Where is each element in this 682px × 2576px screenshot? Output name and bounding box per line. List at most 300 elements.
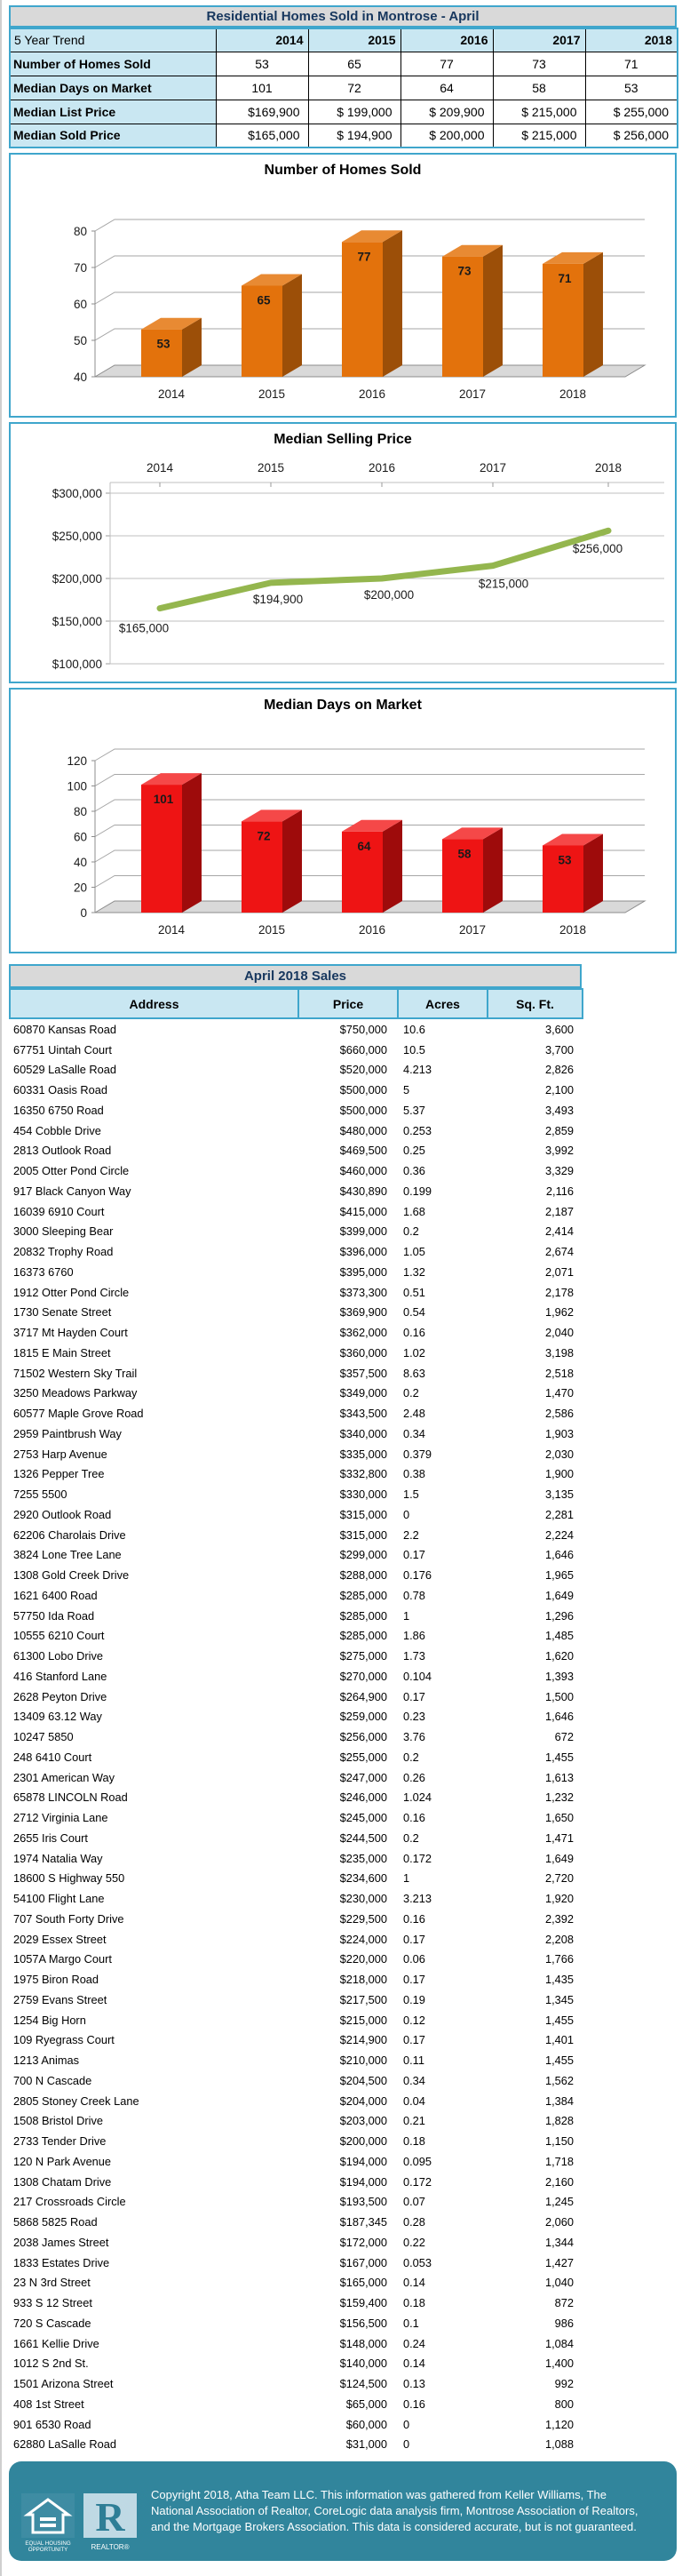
sales-cell-sqft: 1,471 [544, 1830, 574, 1845]
sales-cell-price: $214,900 [339, 2033, 387, 2047]
svg-text:80: 80 [73, 805, 87, 818]
svg-text:$200,000: $200,000 [363, 588, 415, 602]
sales-cell-sqft: 1,903 [544, 1426, 574, 1440]
table-row [10, 1141, 583, 1161]
sales-cell-addr: 2655 Iris Court [13, 1830, 88, 1845]
table-row [10, 1888, 583, 1909]
sales-cell-acres: 0.78 [403, 1588, 425, 1602]
realtor-logo [83, 2493, 137, 2552]
sales-cell-price: $369,900 [339, 1305, 387, 1320]
sales-cell-acres: 0.16 [403, 1911, 425, 1926]
sales-cell-acres: 0 [403, 2437, 410, 2452]
sales-cell-acres: 0.22 [403, 2235, 425, 2249]
trend-value-cell: 71 [585, 52, 678, 76]
sales-cell-addr: 1974 Natalia Way [13, 1851, 103, 1865]
homes-sold-chart-panel [9, 153, 677, 418]
sales-cell-addr: 2301 American Way [13, 1770, 115, 1784]
sales-cell-acres: 0.25 [403, 1144, 425, 1158]
sales-cell-price: $330,000 [339, 1487, 387, 1502]
svg-text:60: 60 [73, 830, 87, 844]
sales-cell-sqft: 1,400 [544, 2357, 574, 2371]
sales-cell-addr: 16350 6750 Road [13, 1103, 104, 1117]
sales-cell-acres: 0.379 [403, 1447, 432, 1461]
svg-text:OPPORTUNITY: OPPORTUNITY [28, 2547, 68, 2553]
sales-cell-acres: 1.02 [403, 1345, 425, 1360]
sales-section [9, 964, 675, 2454]
sales-cell-acres: 0.24 [403, 2336, 425, 2350]
sales-cell-addr: 1326 Pepper Tree [13, 1467, 105, 1481]
sales-cell-price: $395,000 [339, 1264, 387, 1279]
sales-cell-sqft: 2,518 [544, 1366, 574, 1380]
sales-cell-price: $172,000 [339, 2235, 387, 2249]
svg-text:72: 72 [257, 829, 271, 843]
table-row [10, 2414, 583, 2435]
sales-table [9, 988, 583, 2454]
sales-cell-addr: 18600 S Highway 550 [13, 1871, 125, 1886]
sales-cell-sqft: 2,071 [544, 1264, 574, 1279]
svg-text:$300,000: $300,000 [52, 487, 102, 500]
sales-cell-acres: 0.12 [403, 2013, 425, 2027]
sales-cell-addr: 917 Black Canyon Way [13, 1184, 131, 1198]
sales-cell-price: $245,000 [339, 1811, 387, 1825]
sales-cell-price: $343,500 [339, 1407, 387, 1421]
svg-text:2017: 2017 [458, 923, 487, 937]
table-row [10, 1181, 583, 1201]
sales-cell-sqft: 1,455 [544, 1750, 574, 1764]
sales-cell-acres: 0.11 [403, 2054, 424, 2068]
svg-text:$150,000: $150,000 [52, 615, 102, 628]
sales-cell-sqft: 1,296 [544, 1608, 574, 1623]
sales-cell-sqft: 1,650 [544, 1811, 574, 1825]
table-row [10, 2394, 583, 2414]
trend-year-header: 2015 [308, 28, 400, 52]
sales-cell-sqft: 1,500 [544, 1689, 574, 1703]
sales-cell-sqft: 2,178 [544, 1285, 574, 1299]
trend-row-label: Median Sold Price [10, 124, 216, 148]
trend-value-cell: $ 255,000 [585, 100, 678, 124]
table-row [10, 2313, 583, 2333]
svg-text:2014: 2014 [146, 461, 174, 475]
trend-year-header: 2018 [585, 28, 678, 52]
sales-cell-acres: 4.213 [403, 1063, 432, 1077]
sales-cell-price: $193,500 [339, 2195, 387, 2209]
sales-cell-sqft: 1,646 [544, 1710, 574, 1724]
sales-cell-sqft: 1,384 [544, 2093, 574, 2108]
sales-cell-acres: 1.024 [403, 1790, 432, 1805]
sales-cell-sqft: 2,187 [544, 1204, 574, 1218]
sales-cell-price: $373,300 [339, 1285, 387, 1299]
sales-cell-acres: 5.37 [403, 1103, 425, 1117]
sales-cell-addr: 1308 Chatam Drive [13, 2174, 112, 2189]
table-row [10, 2373, 583, 2394]
sales-cell-sqft: 2,160 [544, 2174, 574, 2189]
table-row [10, 1363, 583, 1384]
table-row [10, 2354, 583, 2374]
sales-cell-addr: 901 6530 Road [13, 2417, 91, 2431]
table-row [10, 2111, 583, 2132]
sales-cell-sqft: 2,116 [545, 1184, 574, 1198]
trend-value-cell: $169,900 [216, 100, 308, 124]
selling-price-chart-title: Median Selling Price [274, 432, 412, 447]
table-row [10, 1788, 583, 1808]
table-row [10, 2172, 583, 2192]
sales-cell-acres: 0.17 [403, 1548, 425, 1562]
table-row [10, 1828, 583, 1848]
sales-cell-acres: 0.17 [403, 1689, 425, 1703]
sales-cell-sqft: 1,150 [544, 2134, 574, 2149]
table-row [10, 1747, 583, 1767]
sales-cell-addr: 1815 E Main Street [13, 1345, 111, 1360]
sales-cell-addr: 2753 Harp Avenue [13, 1447, 107, 1461]
sales-cell-sqft: 1,345 [544, 1992, 574, 2006]
table-row [10, 1040, 583, 1060]
sales-cell-addr: 1621 6400 Road [13, 1588, 98, 1602]
days-on-market-chart-panel [9, 688, 677, 953]
sales-cell-addr: 1012 S 2nd St. [13, 2357, 89, 2371]
footer-copyright-text: Copyright 2018, Atha Team LLC. This information was gathered from Keller Williams, The National Association of Realtor, CoreLogic data analysis firm, Montrose Association of Realtors, and the Mortgage Brokers Association. This data is considered accurate, but is not guaranteed. [151, 2488, 638, 2534]
trend-value-cell: 53 [216, 52, 308, 76]
table-row [10, 1303, 583, 1323]
sales-cell-addr: 60529 LaSalle Road [13, 1063, 116, 1077]
sales-cell-price: $215,000 [339, 2013, 387, 2027]
svg-text:2016: 2016 [358, 923, 386, 937]
sales-cell-sqft: 1,401 [544, 2033, 574, 2047]
sales-cell-price: $148,000 [339, 2336, 387, 2350]
trend-value-cell: $ 209,900 [400, 100, 493, 124]
sales-cell-acres: 0 [403, 1507, 410, 1521]
sales-cell-addr: 1730 Senate Street [13, 1305, 112, 1320]
sales-cell-price: $480,000 [339, 1123, 387, 1137]
sales-cell-addr: 1501 Arizona Street [13, 2377, 114, 2391]
table-row [10, 1160, 583, 1181]
sales-column-header: Address [10, 989, 298, 1018]
sales-cell-acres: 0.51 [403, 1285, 425, 1299]
sales-cell-acres: 0.16 [403, 1326, 425, 1340]
sales-cell-addr: 2759 Evans Street [13, 1992, 107, 2006]
homes-sold-chart-title: Number of Homes Sold [264, 163, 422, 178]
sales-cell-addr: 10555 6210 Court [13, 1629, 105, 1643]
table-row [10, 1525, 583, 1545]
table-row [10, 1322, 583, 1343]
table-row [10, 2091, 583, 2111]
sales-cell-price: $256,000 [339, 1730, 387, 1744]
table-row [10, 1484, 583, 1504]
sales-cell-acres: 3.213 [403, 1892, 432, 1906]
sales-cell-price: $244,500 [339, 1830, 387, 1845]
svg-text:2014: 2014 [157, 387, 186, 401]
days-on-market-chart-title: Median Days on Market [264, 698, 422, 713]
sales-cell-acres: 5 [403, 1083, 410, 1097]
sales-cell-sqft: 1,766 [544, 1952, 574, 1966]
table-row [10, 1384, 583, 1404]
sales-cell-sqft: 2,826 [544, 1063, 574, 1077]
sales-cell-sqft: 1,718 [544, 2154, 574, 2168]
sales-cell-addr: 109 Ryegrass Court [13, 2033, 115, 2047]
sales-cell-acres: 1.86 [403, 1629, 425, 1643]
sales-cell-sqft: 1,649 [544, 1851, 574, 1865]
sales-cell-addr: 1254 Big Horn [13, 2013, 86, 2027]
sales-cell-sqft: 1,245 [544, 2195, 574, 2209]
sales-cell-sqft: 2,208 [544, 1932, 574, 1946]
table-row [10, 1504, 583, 1525]
sales-cell-sqft: 2,674 [544, 1245, 574, 1259]
sales-cell-sqft: 1,562 [544, 2073, 574, 2087]
sales-cell-addr: 700 N Cascade [13, 2073, 92, 2087]
sales-cell-sqft: 2,224 [544, 1527, 574, 1542]
sales-cell-price: $469,500 [339, 1144, 387, 1158]
sales-cell-addr: 20832 Trophy Road [13, 1245, 114, 1259]
sales-cell-acres: 0.14 [403, 2276, 425, 2290]
sales-cell-price: $750,000 [339, 1022, 387, 1036]
svg-text:2014: 2014 [157, 923, 186, 937]
sales-cell-addr: 2959 Paintbrush Way [13, 1426, 122, 1440]
trend-value-cell: $ 194,900 [308, 124, 400, 148]
svg-text:53: 53 [558, 853, 572, 867]
sales-cell-addr: 1833 Estates Drive [13, 2255, 110, 2269]
trend-value-cell: 65 [308, 52, 400, 76]
table-row [10, 1201, 583, 1222]
sales-cell-addr: 13409 63.12 Way [13, 1710, 102, 1724]
sales-cell-price: $500,000 [339, 1083, 387, 1097]
trend-value-cell: 58 [493, 76, 585, 100]
svg-text:$250,000: $250,000 [52, 530, 102, 543]
trend-table [9, 28, 678, 148]
table-row [10, 1969, 583, 1990]
sales-cell-addr: 416 Stanford Lane [13, 1669, 107, 1683]
sales-cell-price: $255,000 [339, 1750, 387, 1764]
sales-cell-price: $60,000 [345, 2417, 387, 2431]
sales-cell-acres: 0.17 [403, 1932, 425, 1946]
sales-cell-price: $288,000 [339, 1568, 387, 1583]
table-row [10, 1585, 583, 1606]
table-row [10, 2253, 583, 2273]
sales-cell-acres: 0.21 [403, 2114, 425, 2128]
table-row [10, 1646, 583, 1666]
sales-cell-acres: 0.13 [403, 2377, 425, 2391]
svg-text:$256,000: $256,000 [572, 542, 623, 556]
svg-text:53: 53 [156, 337, 170, 351]
svg-text:65: 65 [257, 293, 271, 307]
svg-text:64: 64 [357, 839, 371, 853]
sales-cell-addr: 1308 Gold Creek Drive [13, 1568, 130, 1583]
sales-cell-acres: 1.73 [403, 1649, 425, 1663]
svg-text:$194,900: $194,900 [252, 592, 304, 606]
sales-cell-addr: 1912 Otter Pond Circle [13, 1285, 130, 1299]
sales-cell-addr: 1508 Bristol Drive [13, 2114, 103, 2128]
sales-cell-acres: 8.63 [403, 1366, 425, 1380]
sales-cell-price: $156,500 [339, 2316, 387, 2330]
sales-cell-sqft: 2,720 [544, 1871, 574, 1886]
sales-cell-sqft: 2,586 [544, 1407, 574, 1421]
sales-cell-sqft: 3,135 [544, 1487, 574, 1502]
trend-value-cell: 101 [216, 76, 308, 100]
sales-cell-sqft: 1,485 [544, 1629, 574, 1643]
table-row [10, 1929, 583, 1950]
table-row [10, 1869, 583, 1889]
trend-value-cell: $ 200,000 [400, 124, 493, 148]
table-row [10, 2030, 583, 2051]
sales-cell-acres: 0.2 [403, 1750, 419, 1764]
sales-cell-price: $218,000 [339, 1973, 387, 1987]
homes-sold-chart [11, 181, 675, 411]
sales-cell-sqft: 2,859 [544, 1123, 574, 1137]
sales-cell-addr: 1213 Animas [13, 2054, 79, 2068]
sales-cell-acres: 0.2 [403, 1224, 419, 1239]
sales-cell-price: $194,000 [339, 2154, 387, 2168]
sales-cell-acres: 1.32 [403, 1264, 425, 1279]
sales-column-header: Price [298, 989, 398, 1018]
sales-cell-sqft: 1,620 [544, 1649, 574, 1663]
sales-cell-acres: 3.76 [403, 1730, 425, 1744]
trend-row [10, 100, 678, 124]
sales-cell-price: $270,000 [339, 1669, 387, 1683]
sales-cell-acres: 0.26 [403, 1770, 425, 1784]
sales-cell-price: $430,890 [339, 1184, 387, 1198]
table-row [10, 1707, 583, 1727]
sales-cell-addr: 1975 Biron Road [13, 1973, 99, 1987]
sales-cell-price: $65,000 [345, 2397, 387, 2411]
sales-cell-acres: 0.2 [403, 1386, 419, 1400]
sales-cell-price: $234,600 [339, 1871, 387, 1886]
sales-cell-price: $31,000 [345, 2437, 387, 2452]
svg-text:R: R [95, 2494, 125, 2540]
table-row [10, 1100, 583, 1121]
sales-cell-sqft: 1,120 [544, 2417, 574, 2431]
sales-cell-addr: 707 South Forty Drive [13, 1911, 124, 1926]
sales-cell-addr: 62206 Charolais Drive [13, 1527, 126, 1542]
sales-cell-price: $362,000 [339, 1326, 387, 1340]
sales-cell-addr: 454 Cobble Drive [13, 1123, 101, 1137]
table-row [10, 1950, 583, 1970]
sales-cell-price: $396,000 [339, 1245, 387, 1259]
svg-text:71: 71 [558, 271, 572, 285]
table-row [10, 2050, 583, 2070]
trend-header-row [10, 28, 678, 52]
sales-cell-sqft: 1,965 [544, 1568, 574, 1583]
sales-cell-price: $220,000 [339, 1952, 387, 1966]
sales-cell-addr: 60331 Oasis Road [13, 1083, 107, 1097]
sales-cell-addr: 408 1st Street [13, 2397, 84, 2411]
svg-text:2015: 2015 [258, 387, 286, 401]
footer [9, 2461, 677, 2561]
sales-cell-price: $299,000 [339, 1548, 387, 1562]
sales-cell-acres: 0.18 [403, 2296, 425, 2310]
svg-text:2018: 2018 [594, 461, 623, 475]
sales-cell-acres: 0 [403, 2417, 410, 2431]
sales-cell-sqft: 2,040 [544, 1326, 574, 1340]
trend-year-header: 2016 [400, 28, 493, 52]
sales-cell-acres: 0.16 [403, 2397, 425, 2411]
trend-row-label: Number of Homes Sold [10, 52, 216, 76]
sales-cell-addr: 2628 Peyton Drive [13, 1689, 107, 1703]
sales-cell-price: $335,000 [339, 1447, 387, 1461]
sales-cell-sqft: 1,455 [544, 2013, 574, 2027]
table-row [10, 1687, 583, 1707]
trend-value-cell: $ 256,000 [585, 124, 678, 148]
trend-row [10, 52, 678, 76]
svg-text:50: 50 [73, 334, 87, 347]
sales-cell-sqft: 3,600 [544, 1022, 574, 1036]
table-row [10, 1626, 583, 1647]
sales-cell-price: $194,000 [339, 2174, 387, 2189]
svg-text:$100,000: $100,000 [52, 658, 102, 671]
trend-value-cell: 77 [400, 52, 493, 76]
sales-cell-price: $210,000 [339, 2054, 387, 2068]
sales-cell-price: $360,000 [339, 1345, 387, 1360]
sales-cell-addr: 65878 LINCOLN Road [13, 1790, 128, 1805]
trend-year-header: 2017 [493, 28, 585, 52]
trend-value-cell: 64 [400, 76, 493, 100]
sales-cell-sqft: 672 [554, 1730, 574, 1744]
sales-column-header: Acres [398, 989, 488, 1018]
svg-text:100: 100 [67, 779, 87, 794]
table-row [10, 1080, 583, 1100]
svg-text:80: 80 [73, 225, 87, 238]
sales-cell-sqft: 1,344 [544, 2235, 574, 2249]
trend-row [10, 76, 678, 100]
sales-cell-price: $285,000 [339, 1629, 387, 1643]
sales-cell-acres: 0.23 [403, 1710, 425, 1724]
sales-cell-acres: 1 [403, 1871, 410, 1886]
sales-cell-addr: 2005 Otter Pond Circle [13, 1164, 130, 1178]
sales-cell-sqft: 1,427 [544, 2255, 574, 2269]
sales-cell-sqft: 3,992 [544, 1144, 574, 1158]
sales-cell-addr: 5868 5825 Road [13, 2215, 98, 2229]
sales-cell-addr: 23 N 3rd Street [13, 2276, 91, 2290]
sales-cell-sqft: 1,649 [544, 1588, 574, 1602]
sales-cell-addr: 3250 Meadows Parkway [13, 1386, 138, 1400]
sales-cell-acres: 0.199 [403, 1184, 432, 1198]
sales-cell-addr: 217 Crossroads Circle [13, 2195, 126, 2209]
sales-cell-sqft: 1,084 [544, 2336, 574, 2350]
sales-cell-price: $332,800 [339, 1467, 387, 1481]
sales-cell-addr: 16373 6760 [13, 1264, 74, 1279]
table-row [10, 1606, 583, 1626]
sales-cell-acres: 0.17 [403, 2033, 425, 2047]
sales-cell-acres: 0.16 [403, 1811, 425, 1825]
sales-header-row [10, 989, 583, 1018]
sales-cell-addr: 2813 Outlook Road [13, 1144, 112, 1158]
svg-text:2017: 2017 [458, 387, 487, 401]
sales-cell-acres: 1 [403, 1608, 410, 1623]
sales-cell-price: $520,000 [339, 1063, 387, 1077]
selling-price-chart-panel [9, 422, 677, 683]
table-row [10, 1565, 583, 1585]
sales-cell-acres: 0.38 [403, 1467, 425, 1481]
table-row [10, 1545, 583, 1566]
sales-cell-sqft: 800 [554, 2397, 574, 2411]
sales-cell-price: $200,000 [339, 2134, 387, 2149]
sales-cell-sqft: 1,613 [544, 1770, 574, 1784]
table-row [10, 1424, 583, 1444]
svg-text:$215,000: $215,000 [478, 577, 529, 591]
sales-cell-acres: 0.14 [403, 2357, 425, 2371]
sales-cell-sqft: 992 [554, 2377, 574, 2391]
equal-housing-logo [21, 2493, 75, 2552]
sales-cell-addr: 933 S 12 Street [13, 2296, 92, 2310]
sales-cell-acres: 0.54 [403, 1305, 425, 1320]
sales-cell-price: $235,000 [339, 1851, 387, 1865]
sales-cell-addr: 2733 Tender Drive [13, 2134, 107, 2149]
sales-cell-acres: 0.253 [403, 1123, 432, 1137]
svg-text:2015: 2015 [257, 461, 285, 475]
sales-cell-acres: 2.2 [403, 1527, 419, 1542]
svg-text:2017: 2017 [479, 461, 507, 475]
sales-cell-acres: 0.1 [403, 2316, 419, 2330]
sales-cell-acres: 0.07 [403, 2195, 425, 2209]
sales-cell-acres: 1.05 [403, 1245, 425, 1259]
table-row [10, 1018, 583, 1040]
